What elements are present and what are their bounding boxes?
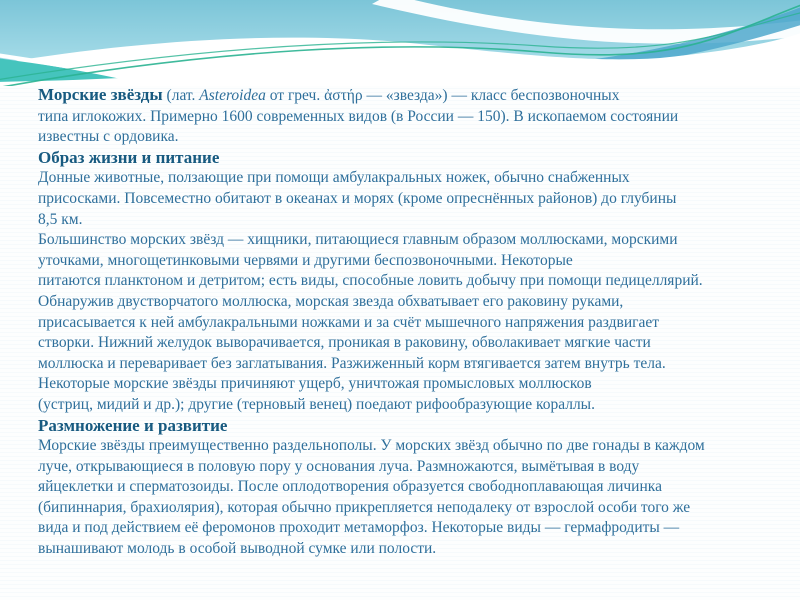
- text-line: створки. Нижний желудок выворачивается, проникая в раковину, обволакивает мягкие части: [38, 334, 651, 352]
- text-line: (устриц, мидий и др.); другие (терновый венец) поедают рифообразующие кораллы.: [38, 395, 595, 413]
- text-line: типа иглокожих. Примерно 1600 современных видов (в России — 150). В ископаемом состоянии: [38, 107, 679, 125]
- term-title: Морские звёзды: [38, 85, 163, 104]
- slide-text-block: [38, 85, 780, 560]
- text-line: [38, 85, 780, 107]
- text-line: присосками. Повсеместно обитают в океанах и морях (кроме опреснённых районов) до глубины: [38, 189, 677, 207]
- text-segment: (лат.: [162, 87, 200, 104]
- text-line: Обнаружив двустворчатого моллюска, морская звезда обхватывает его раковину руками,: [38, 292, 624, 310]
- header-wave-decoration: [0, 0, 800, 86]
- text-line: Морские звёзды преимущественно раздельнополы. У морских звёзд обычно по две гонады в каждом: [38, 437, 705, 455]
- text-line: вида и под действием её феромонов проходит метаморфоз. Некоторые виды — гермафродиты —: [38, 519, 680, 537]
- text-line: вынашивают молодь в особой выводной сумке или полости.: [38, 540, 437, 558]
- text-line: (бипиннария, брахиолярия), которая обычно прикрепляется неподалеку от взрослой особи того же: [38, 498, 691, 516]
- text-line: Некоторые морские звёзды причиняют ущерб, уничтожая промысловых моллюсков: [38, 375, 592, 393]
- text-line: 8,5 км.: [38, 210, 83, 228]
- section-heading-reproduction: Размножение и развитие: [38, 415, 228, 435]
- latin-name: Asteroidea: [199, 87, 266, 104]
- text-line: известны с ордовика.: [38, 128, 179, 146]
- wave-decoration-graphic: [0, 0, 800, 86]
- section-heading-lifestyle: Образ жизни и питание: [38, 147, 220, 167]
- text-line: присасывается к ней амбулакральными ножками и за счёт мышечного напряжения раздвигает: [38, 313, 660, 331]
- text-line: яйцеклетки и сперматозоиды. После оплодотворения образуется свободноплавающая личинка: [38, 478, 662, 496]
- text-line: луче, открывающиеся в половую пору у основания луча. Размножаются, вымётывая в воду: [38, 457, 640, 475]
- text-line: Донные животные, ползающие при помощи амбулакральных ножек, обычно снабженных: [38, 169, 630, 187]
- text-segment: от греч. ἀστήρ — «звезда») — класс беспозвоночных: [265, 87, 620, 104]
- text-line: Большинство морских звёзд — хищники, питающиеся главным образом моллюсками, морскими: [38, 231, 678, 249]
- text-line: моллюска и переваривает без заглатывания. Разжиженный корм втягивается затем внутрь тела.: [38, 354, 666, 372]
- text-line: питаются планктоном и детритом; есть виды, способные ловить добычу при помощи педицеллярий.: [38, 272, 703, 290]
- text-line: уточками, многощетинковыми червями и другими беспозвоночными. Некоторые: [38, 251, 573, 269]
